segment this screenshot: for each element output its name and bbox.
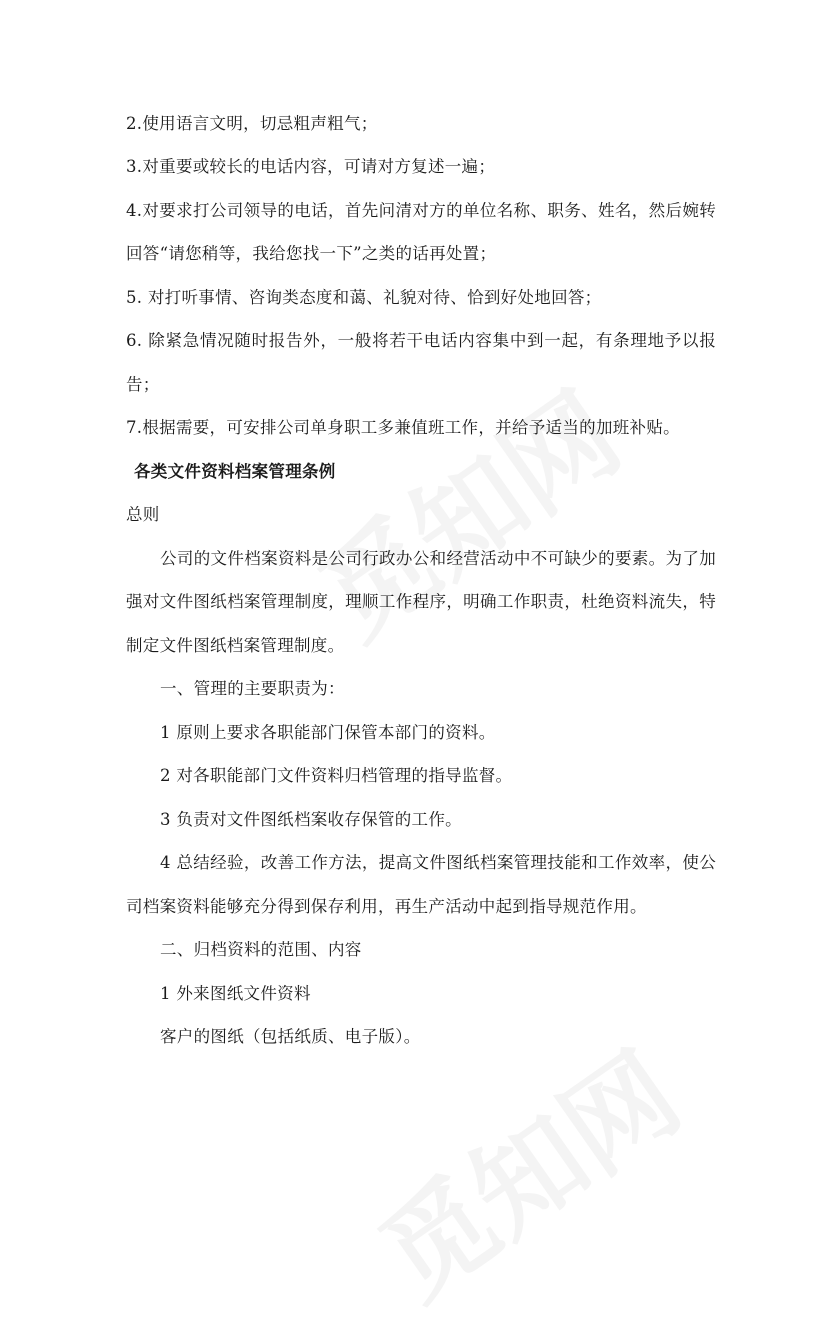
paragraph-line: 3.对重要或较长的电话内容，可请对方复述一遍； xyxy=(126,157,496,176)
paragraph-line: 5. 对打听事情、咨询类态度和蔼、礼貌对待、恰到好处地回答； xyxy=(126,288,602,307)
list-item: 1 外来图纸文件资料 xyxy=(160,984,311,1003)
paragraph-line: 强对文件图纸档案管理制度，理顺工作程序，明确工作职责，杜绝资料流失，特 xyxy=(126,592,716,611)
paragraph-line: 回答“请您稍等，我给您找一下”之类的话再处置； xyxy=(126,244,497,263)
paragraph-line: 制定文件图纸档案管理制度。 xyxy=(126,636,345,655)
watermark xyxy=(345,1010,706,1328)
paragraph-line: 司档案资料能够充分得到保存利用，再生产活动中起到指导规范作用。 xyxy=(126,897,647,916)
watermark xyxy=(285,350,646,669)
paragraph-line: 6. 除紧急情况随时报告外，一般将若干电话内容集中到一起，有条理地予以报 xyxy=(126,331,716,350)
list-item: 3 负责对文件图纸档案收存保管的工作。 xyxy=(160,810,462,829)
list-item: 4 总结经验，改善工作方法，提高文件图纸档案管理技能和工作效率，使公 xyxy=(160,853,716,872)
list-item: 2 对各职能部门文件资料归档管理的指导监督。 xyxy=(160,766,513,785)
list-item: 1 原则上要求各职能部门保管本部门的资料。 xyxy=(160,723,496,742)
paragraph-line: 二、归档资料的范围、内容 xyxy=(160,940,362,959)
paragraph-line: 公司的文件档案资料是公司行政办公和经营活动中不可缺少的要素。为了加 xyxy=(160,549,716,568)
paragraph-line: 7.根据需要，可安排公司单身职工多兼值班工作，并给予适当的加班补贴。 xyxy=(126,418,680,437)
paragraph-line: 4.对要求打公司领导的电话，首先问清对方的单位名称、职务、姓名，然后婉转 xyxy=(126,201,716,220)
section-heading: 各类文件资料档案管理条例 xyxy=(134,462,336,481)
paragraph-line: 客户的图纸（包括纸质、电子版）。 xyxy=(160,1027,421,1046)
paragraph-line: 一、管理的主要职责为： xyxy=(160,679,345,698)
paragraph-line: 告； xyxy=(126,375,160,394)
subheading: 总则 xyxy=(126,505,160,524)
paragraph-line: 2.使用语言文明，切忌粗声粗气； xyxy=(126,114,378,133)
